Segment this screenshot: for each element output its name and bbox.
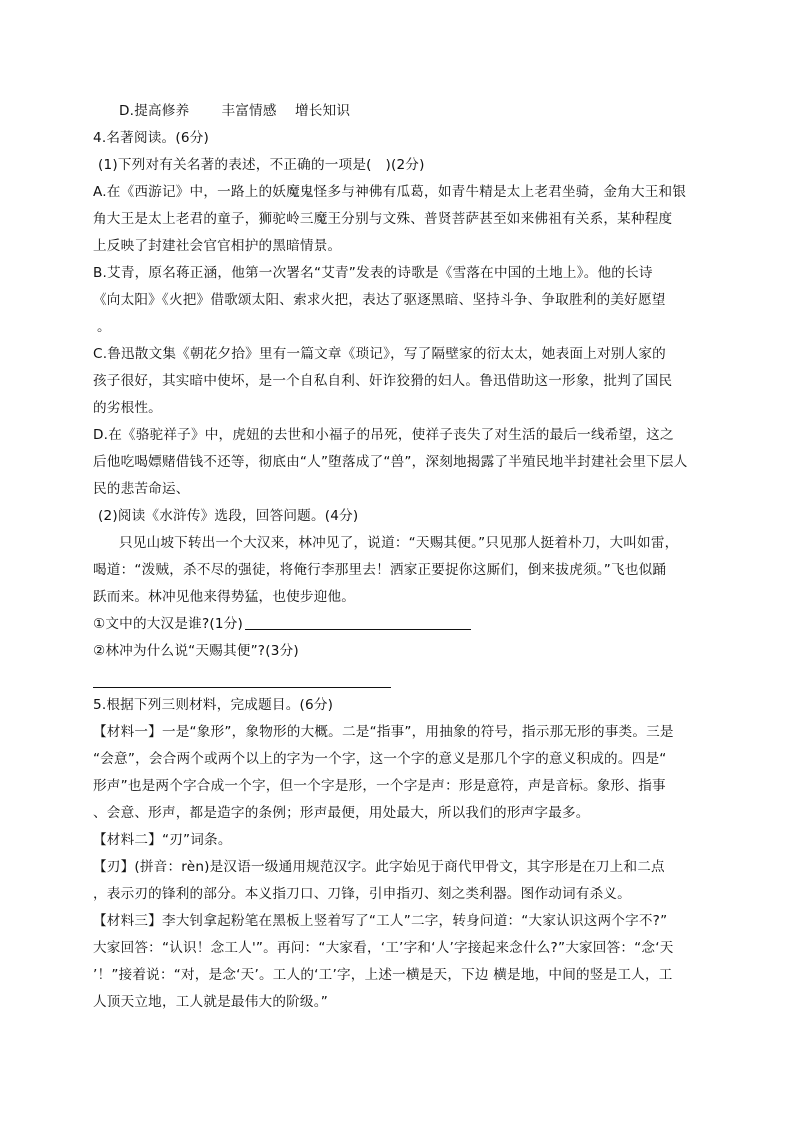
option-a-line-1: A.在《西游记》中，一路上的妖魔鬼怪多与神佛有瓜葛，如青牛精是太上老君坐骑，金角大王和银 bbox=[93, 184, 687, 200]
option-d-line-2: 后他吃喝嫖赌借钱不还等，彻底由“人”堕落成了“兽”，深刻地揭露了半殖民地半封建社会里下层人 bbox=[93, 454, 688, 470]
material-1-line-3: 形声”也是两个字合成一个字，但一个字是形，一个字是声：形是意符，声是音标。象形、指事 bbox=[93, 778, 666, 794]
material-3-line-2: 大家回答：“认识！念工人'”。再问：“大家看，‘工’字和‘人’字接起来念什么?”大家回答：“念‘天 bbox=[93, 940, 674, 956]
material-1-line-2: “会意”，会合两个或两个以上的字为一个字，这一个字的意义是那几个字的意义积成的。四是“ bbox=[93, 751, 667, 767]
material-3-line-4: 人顶天立地，工人就是最伟大的阶级。” bbox=[93, 994, 328, 1010]
material-3-line-3: ’！”接着说：“对，是念‘天’。工人的‘工’字，上述一横是天，下边 横是地，中间的竖是工人，工 bbox=[93, 967, 673, 983]
material-1-line-1: 【材料一】一是“象形”，象物形的大概。二是“指事”，用抽象的符号，指示那无形的事类。三是 bbox=[93, 724, 674, 740]
question-4-2-stem: (2)阅读《水浒传》选段，回答问题。(4分) bbox=[98, 508, 359, 524]
answer-blank-1[interactable] bbox=[245, 615, 471, 630]
option-a-line-3: 上反映了封建社会官官相护的黑暗情景。 bbox=[93, 238, 342, 254]
material-2-line-1: 【刃】(拼音：rèn)是汉语一级通用规范汉字。此字始见于商代甲骨文，其字形是在刀上和二点 bbox=[93, 859, 665, 875]
passage-line-3: 跃而来。林冲见他来得势猛，也使步迎他。 bbox=[93, 589, 356, 605]
option-c-line-2: 孩子很好，其实暗中使坏，是一个自私自利、奸诈狡猾的妇人。鲁迅借助这一形象，批判了国民 bbox=[93, 373, 673, 389]
option-d-line-1: D.在《骆驼祥子》中，虎妞的去世和小福子的吊死，使祥子丧失了对生活的最后一线希望，这之 bbox=[93, 427, 674, 443]
material-2-heading: 【材料二】“刃”词条。 bbox=[93, 832, 232, 848]
option-b-line-1: B.艾青，原名蒋正涵，他第一次署名“艾青”发表的诗歌是《雪落在中国的土地上》。他的长诗 bbox=[93, 265, 653, 281]
material-3-line-1: 【材料三】李大钊拿起粉笔在黑板上竖着写了“工人”二字，转身问道：“大家认识这两个字不?” bbox=[93, 913, 668, 929]
option-b-line-3: 。 bbox=[97, 319, 111, 335]
question-5-heading: 5.根据下列三则材料，完成题目。(6分) bbox=[93, 697, 334, 713]
option-d-line-3: 民的悲苦命运、 bbox=[93, 481, 190, 497]
answer-line-2[interactable] bbox=[93, 687, 391, 688]
question-4-1-stem: (1)下列对有关名著的表述，不正确的一项是( )(2分) bbox=[98, 157, 425, 173]
passage-line-1: 只见山坡下转出一个大汉来，林冲见了，说道：“天赐其便。”只见那人挺着朴刀，大叫如雷， bbox=[119, 535, 679, 551]
question-4-heading: 4.名著阅读。(6分) bbox=[93, 130, 209, 146]
option-d-line: D.提高修养 丰富情感 增长知识 bbox=[119, 103, 351, 119]
option-c-line-1: C.鲁迅散文集《朝花夕拾》里有一篇文章《琐记》，写了隔壁家的衍太太，她表面上对别人家的 bbox=[93, 346, 666, 362]
sub-question-1-text: ①文中的大汉是谁?(1分) bbox=[93, 616, 244, 632]
sub-question-1 bbox=[93, 614, 713, 634]
option-c-line-3: 的劣根性。 bbox=[93, 400, 162, 416]
option-b-line-2: 《向太阳》《火把》借歌颂太阳、索求火把，表达了驱逐黑暗、坚持斗争、争取胜利的美好愿望 bbox=[93, 292, 666, 308]
material-2-line-2: ，表示刃的锋利的部分。本义指刀口、刀锋，引申指刃、刻之类利器。图作动词有杀义。 bbox=[93, 886, 631, 902]
material-1-line-4: 、会意、形声，都是造字的条例；形声最便，用处最大，所以我们的形声字最多。 bbox=[93, 805, 590, 821]
passage-line-2: 喝道：“泼贼，杀不尽的强徒，将俺行李那里去！洒家正要捉你这厮们，倒来拔虎须。”飞也似踊 bbox=[93, 562, 667, 578]
sub-question-2: ②林冲为什么说“天赐其便”?(3分) bbox=[93, 643, 299, 659]
option-a-line-2: 角大王是太上老君的童子，狮驼岭三魔王分别与文殊、普贤菩萨甚至如来佛祖有关系，某种程度 bbox=[93, 211, 673, 227]
